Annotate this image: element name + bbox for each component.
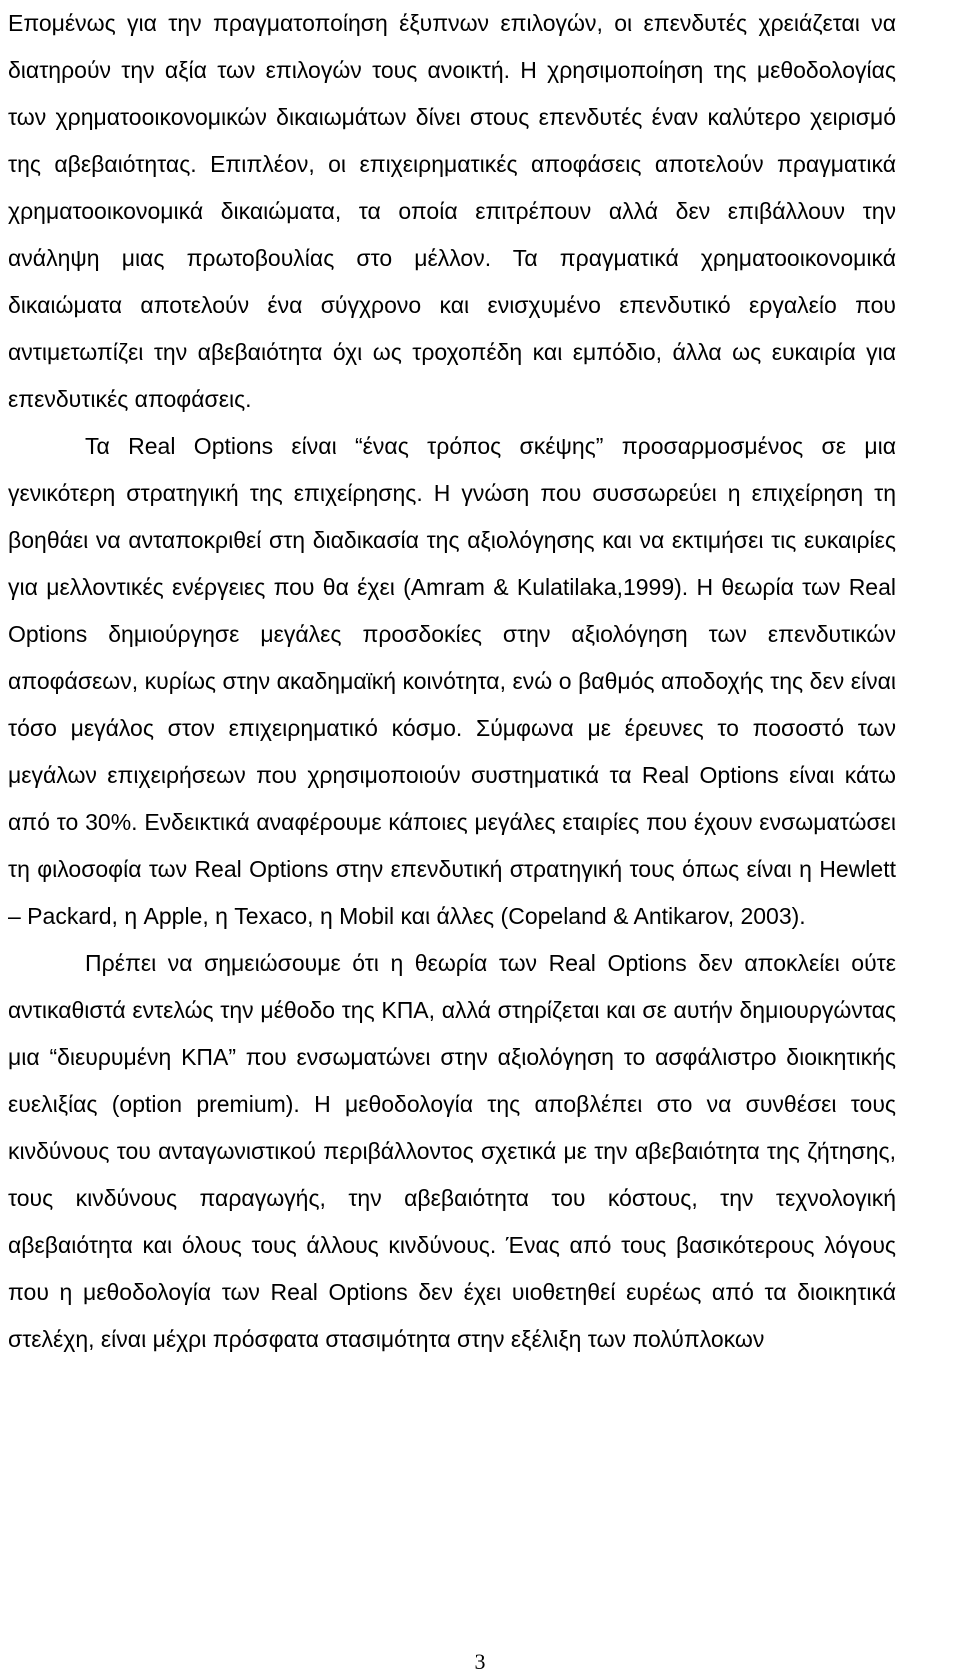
text-line: χρησιμοποίηση της μεθοδολογίας των χρηματοοικονομικών δικαιωμάτων δίνει [8,57,896,130]
text-line: στους επενδυτές έναν καλύτερο χειρισμό της αβεβαιότητας. Επιπλέον, οι [8,104,897,177]
text-line: εκτιμήσει τις ευκαιρίες για μελλοντικές ενέργειες που θα έχει (Amram & [8,527,897,600]
text-line: δημιουργώντας μια “διευρυμένη ΚΠΑ” που ενσωματώνει στην αξιολόγηση το [8,997,897,1070]
text-line: Επομένως για την πραγματοποίηση έξυπνων επιλογών, οι επενδυτές [8,10,748,36]
text-line: ασφάλιστρο διοικητικής ευελιξίας (option premium). Η μεθοδολογία της [8,1044,896,1117]
text-line: ούτε αντικαθιστά εντελώς την μέθοδο της ΚΠΑ, αλλά στηρίζεται και σε αυτήν [8,950,897,1023]
text-line: Πρέπει να σημειώσουμε ότι η θεωρία των Real Options δεν αποκλείει [85,950,840,976]
text-line: ακαδημαϊκή κοινότητα, ενώ ο βαθμός αποδοχής της δεν είναι τόσο μεγάλος [8,668,897,741]
text-line: στον επιχειρηματικό κόσμο. Σύμφωνα με έρευνες το ποσοστό των μεγάλων [8,715,897,788]
text-line: από το 30%. Ενδεικτικά αναφέρουμε κάποιες μεγάλες εταιρίες που έχουν [8,809,753,835]
body-text [8,0,896,1363]
text-line: Τα Real Options είναι “ένας τρόπος σκέψης” προσαρμοσμένος σε μια [85,433,896,459]
text-line: στελέχη, είναι μέχρι πρόσφατα στασιμότητα στην εξέλιξη των πολύπλοκων [8,1326,765,1352]
text-line: αποτελούν ένα σύγχρονο και ενισχυμένο επενδυτικό εργαλείο που [140,292,896,318]
text-line: επιχείρηση τη βοηθάει να ανταποκριθεί στη διαδικασία της αξιολόγησης και να [8,480,897,553]
text-line: μεθοδολογία των Real Options δεν έχει υιοθετηθεί ευρέως από τα διοικητικά [82,1279,897,1305]
text-line: αποβλέπει στο να συνθέσει τους κινδύνους του ανταγωνιστικού [8,1091,897,1164]
text-line: προσδοκίες στην αξιολόγηση των επενδυτικών αποφάσεων, κυρίως στην [8,621,896,694]
paragraph [8,0,896,423]
paragraph [8,423,896,940]
text-line: επιχειρήσεων που χρησιμοποιούν συστηματικά τα Real Options είναι κάτω [107,762,896,788]
page-number: 3 [474,1649,486,1674]
text-line: περιβάλλοντος σχετικά με την αβεβαιότητα της ζήτησης, τους κινδύνους [8,1138,896,1211]
text-line: πρωτοβουλίας στο μέλλον. Τα πραγματικά χρηματοοικονομικά δικαιώματα [8,245,896,318]
text-line: Kulatilaka,1999). Η θεωρία των Real Options δημιούργησε μεγάλες [8,574,896,647]
paragraph [8,940,896,1363]
text-line: επιχειρηματικές αποφάσεις αποτελούν πραγματικά χρηματοοικονομικά [8,151,896,224]
text-line: χρειάζεται να διατηρούν την αξία των επιλογών τους ανοικτή. Η [8,10,897,83]
text-line: γενικότερη στρατηγική της επιχείρησης. Η γνώση που συσσωρεύει η [8,480,741,506]
text-line: όλους τους άλλους κινδύνους. Ένας από τους βασικότερους λόγους που η [8,1232,896,1305]
text-line: δικαιώματα, τα οποία επιτρέπουν αλλά δεν επιβάλλουν την ανάληψη μιας [8,198,897,271]
text-line: τους όπως είναι η Hewlett – Packard, η Apple, η Texaco, η Mobil και άλλες [8,856,896,929]
text-line: αντιμετωπίζει την αβεβαιότητα όχι ως τροχοπέδη και εμπόδιο, άλλα ως [8,339,762,365]
text-line: παραγωγής, την αβεβαιότητα του κόστους, την τεχνολογική αβεβαιότητα και [8,1185,897,1258]
text-line: ευκαιρία για επενδυτικές αποφάσεις. [8,339,896,412]
text-line: (Copeland & Antikarov, 2003). [500,903,806,929]
text-line: ενσωματώσει τη φιλοσοφία των Real Options στην επενδυτική στρατηγική [8,809,897,882]
